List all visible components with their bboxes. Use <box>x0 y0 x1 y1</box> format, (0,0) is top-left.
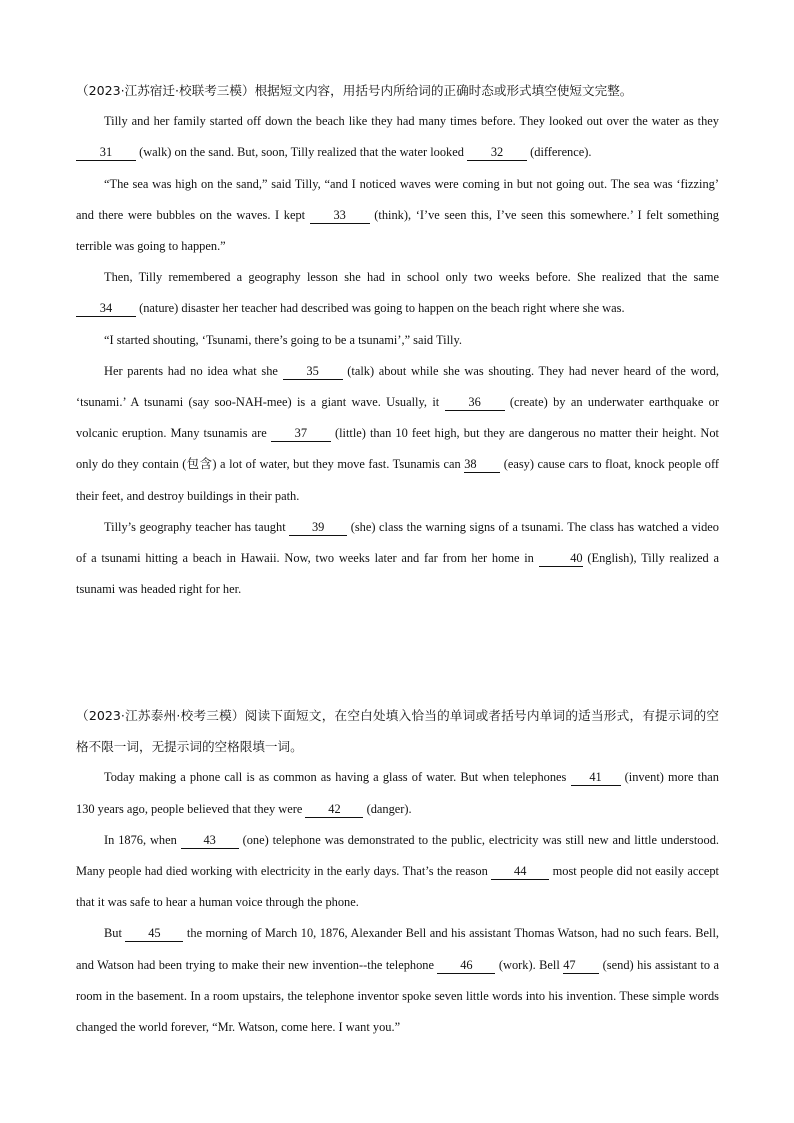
blank-39[interactable]: 39 <box>289 520 347 536</box>
blank-31[interactable]: 31 <box>76 145 136 161</box>
passage-2-paragraph-1 <box>76 762 719 824</box>
text-run: Her parents had no idea what she <box>104 363 283 378</box>
passage-1-paragraph-2 <box>76 169 719 263</box>
blank-33[interactable]: 33 <box>310 208 370 224</box>
blank-35[interactable]: 35 <box>283 364 343 380</box>
passage-1-paragraph-3 <box>76 262 719 324</box>
blank-44[interactable]: 44 <box>491 864 549 880</box>
text-run: (work). Bell <box>495 957 564 972</box>
text-run: Tilly’s geography teacher has taught <box>104 519 290 534</box>
blank-34[interactable]: 34 <box>76 301 136 317</box>
text-run: Tilly and her family started off down the beach like they had many times before. They looked out over the water as they <box>104 114 719 129</box>
text-run: (English), Tilly realized a tsunami was headed right for her. <box>76 551 720 597</box>
passage-1-paragraph-1 <box>76 106 719 168</box>
blank-36[interactable]: 36 <box>445 395 505 411</box>
passage-2-paragraph-3 <box>76 918 719 1043</box>
text-run: the morning of March 10, 1876, Alexander Bell and his assistant Thomas Watson, had no such fears. Bell, and Watson had been trying to make their new invention--the telephone <box>76 926 720 972</box>
blank-43[interactable]: 43 <box>181 833 239 849</box>
blank-37[interactable]: 37 <box>271 426 331 442</box>
blank-42[interactable]: 42 <box>305 802 363 818</box>
blank-41[interactable]: 41 <box>571 770 621 786</box>
text-run: (danger). <box>363 801 412 816</box>
passage-1-paragraph-5 <box>76 356 719 512</box>
passage-1-paragraph-4: “I started shouting, ‘Tsunami, there’s going to be a tsunami’,” said Tilly. <box>104 332 462 347</box>
passage-1-paragraph-6 <box>76 512 719 606</box>
blank-45[interactable]: 45 <box>125 926 183 942</box>
text-run: (easy) cause cars to float, knock people off their feet, and destroy buildings in their path. <box>76 457 719 503</box>
text-run: most people did not easily accept that it was safe to hear a human voice through the phone. <box>76 864 719 910</box>
text-run: (one) telephone was demonstrated to the public, electricity was still new and little understood. Many people had died working with electricity in the early days. That’s the reason <box>76 832 719 879</box>
blank-38[interactable]: 38 <box>464 457 500 473</box>
blank-47[interactable]: 47 <box>563 958 599 974</box>
text-run: (invent) more than 130 years ago, people believed that they were <box>76 770 719 816</box>
text-run: (little) than 10 feet high, but they are dangerous no matter their height. Not only do they contain (包含) a lot of water, but they move fast. Tsunamis can <box>76 426 719 472</box>
text-run: (talk) about while she was shouting. They had never heard of the word, ‘tsunami.’ A tsunami (say soo-NAH-mee) is a giant wave. Usually, it <box>76 363 720 410</box>
passage-2-paragraph-2 <box>76 825 719 919</box>
blank-40[interactable]: 40 <box>539 551 583 567</box>
text-run: In 1876, when <box>104 832 181 847</box>
passage-2 <box>76 700 719 1043</box>
passage-2-heading: （2023·江苏泰州·校考三模）阅读下面短文，在空白处填入恰当的单词或者括号内单词的适当形式，有提示词的空格不限一词，无提示词的空格限填一词。 <box>76 708 719 755</box>
text-run: (difference). <box>527 145 592 160</box>
blank-46[interactable]: 46 <box>437 958 495 974</box>
text-run: (think), ‘I’ve seen this, I’ve seen this somewhere.’ I felt something terrible was going to happen.” <box>76 207 720 254</box>
text-run: Today making a phone call is as common as having a glass of water. But when telephones <box>104 770 571 785</box>
text-run: (she) class the warning signs of a tsunami. The class has watched a video of a tsunami hitting a beach in Hawaii. Now, two weeks later and far from her home in <box>76 519 719 566</box>
text-run: (nature) disaster her teacher had described was going to happen on the beach right where she was. <box>136 301 625 316</box>
blank-32[interactable]: 32 <box>467 145 527 161</box>
text-run: (create) by an underwater earthquake or volcanic eruption. Many tsunamis are <box>76 395 719 441</box>
text-run: (walk) on the sand. But, soon, Tilly realized that the water looked <box>136 145 468 160</box>
passage-1-heading: （2023·江苏宿迁·校联考三模）根据短文内容，用括号内所给词的正确时态或形式填空使短文完整。 <box>76 83 633 98</box>
passage-1 <box>76 75 719 605</box>
text-run: But <box>104 926 126 941</box>
text-run: “The sea was high on the sand,” said Tilly, “and I noticed waves were coming in but not going out. The sea was ‘fizzing’ and there were bubbles on the waves. I kept <box>76 176 719 222</box>
text-run: (send) his assistant to a room in the basement. In a room upstairs, the telephone inventor spoke seven little words into his invention. These simple words changed the world forever, “Mr. Watson, come here. I want you.” <box>76 957 719 1035</box>
text-run: Then, Tilly remembered a geography lesson she had in school only two weeks before. She realized that the same <box>104 270 719 285</box>
